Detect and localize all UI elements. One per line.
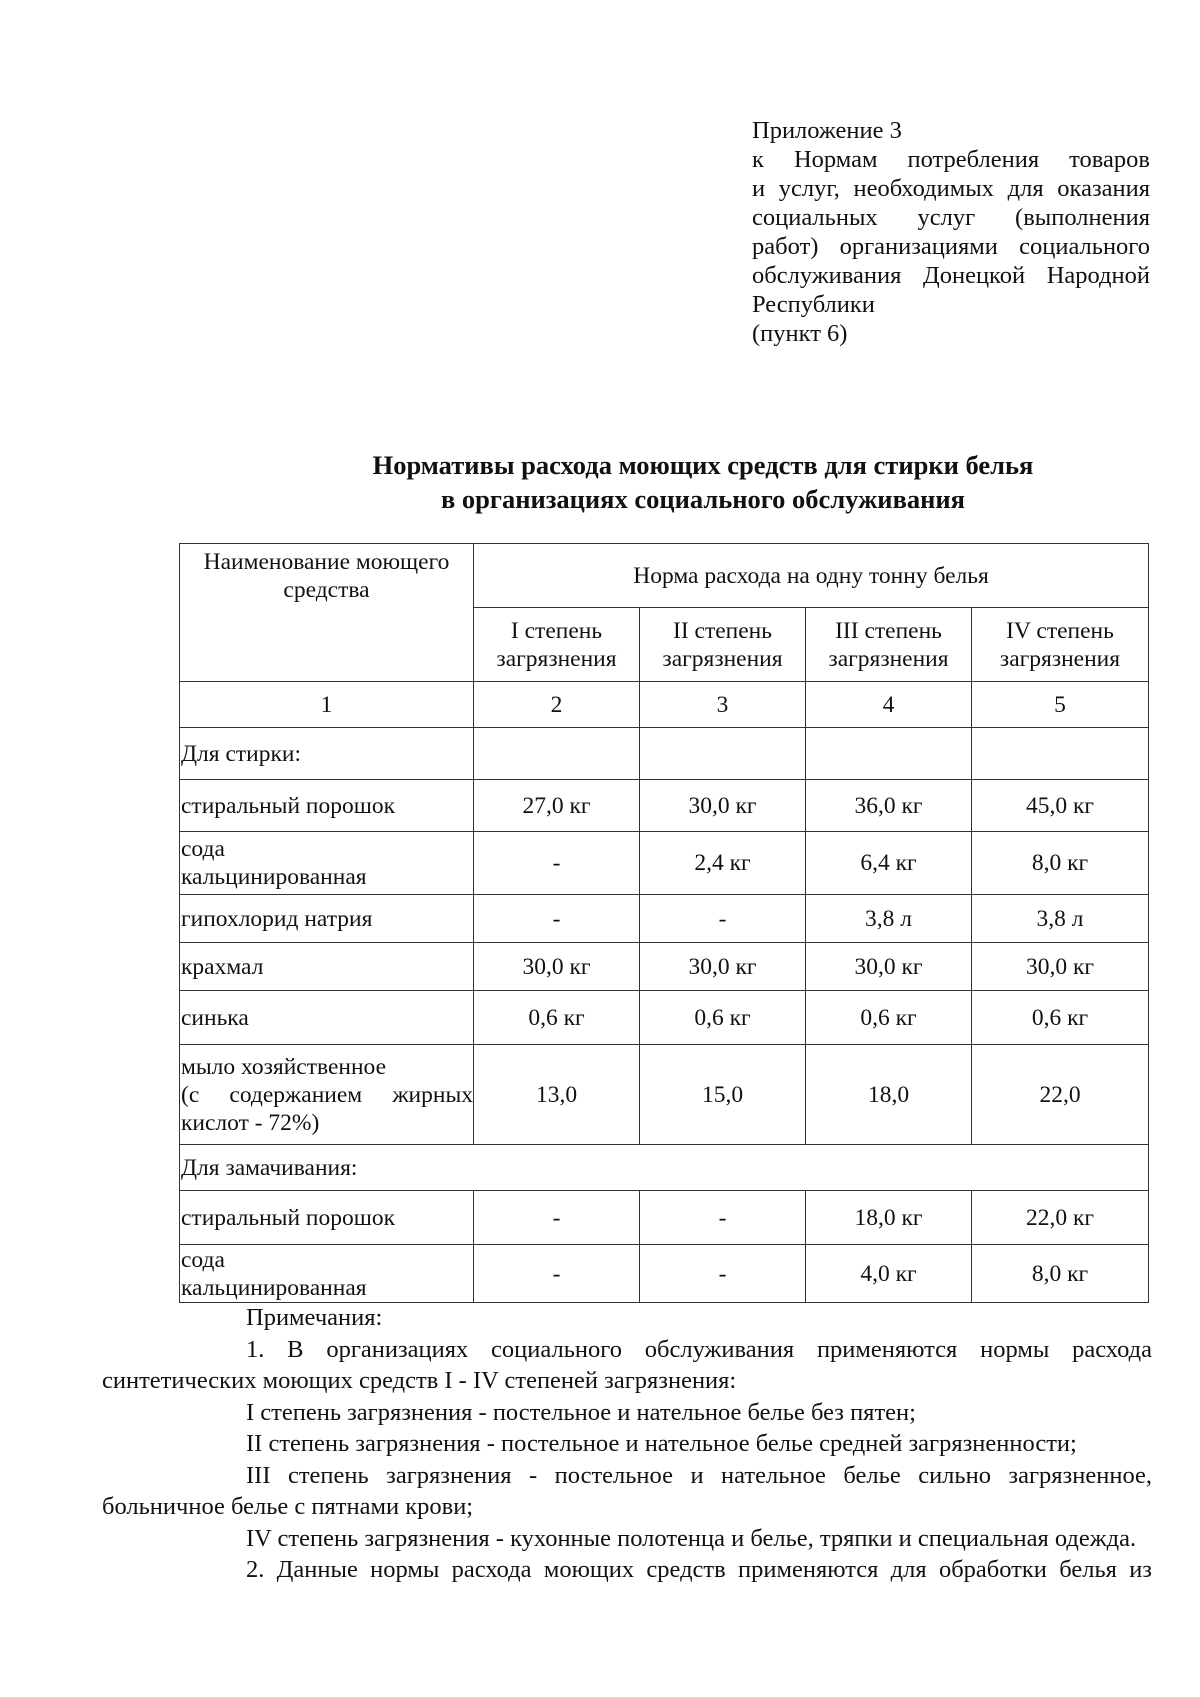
- header-norm-cell: [474, 544, 1149, 608]
- document-title: [178, 448, 1200, 516]
- row-value: 0,6 кг: [972, 991, 1149, 1045]
- row-value: 3,8 л: [972, 895, 1149, 943]
- appendix-line: работ) организациями социального: [752, 233, 1150, 260]
- note-1-line-2: синтетических моющих средств I - IV степеней загрязнения:: [102, 1367, 737, 1394]
- row-value: 18,0 кг: [806, 1191, 972, 1245]
- section-row-soaking: [180, 1145, 1149, 1191]
- table-header-row: [180, 544, 1149, 608]
- notes-heading: Примечания:: [246, 1304, 383, 1331]
- norms-table: [179, 543, 1149, 1303]
- header-name-cell: [180, 544, 474, 682]
- table-row: [180, 832, 1149, 895]
- note-2: [174, 1554, 1152, 1586]
- degree-description-4: IV степень загрязнения - кухонные полотенца и белье, тряпки и специальная одежда.: [246, 1524, 1137, 1552]
- appendix-point: (пункт 6): [752, 320, 848, 347]
- appendix-line: обслуживания Донецкой Народной: [752, 262, 1150, 289]
- row-name-line: (с содержанием жирных: [181, 1081, 473, 1108]
- degree-label: II степень: [673, 617, 772, 644]
- degree-cell: [972, 608, 1149, 682]
- degree-label: загрязнения: [828, 645, 949, 672]
- title-line-2: в организациях социального обслуживания: [440, 484, 966, 514]
- degree-description-3: [102, 1460, 1152, 1523]
- title-line-1: Нормативы расхода моющих средств для стирки белья: [372, 450, 1034, 480]
- row-value: 18,0: [806, 1045, 972, 1145]
- header-name: Наименование моющего средства: [203, 549, 450, 603]
- row-name: синька: [180, 991, 474, 1045]
- table-row: [180, 991, 1149, 1045]
- column-numbers-row: [180, 682, 1149, 728]
- row-name-line: кислот - 72%): [181, 1109, 320, 1136]
- row-value: 27,0 кг: [474, 780, 640, 832]
- note-2-line-1: 2. Данные нормы расхода моющих средств применяются для обработки белья из: [246, 1556, 1152, 1583]
- table-row: [180, 780, 1149, 832]
- row-name: крахмал: [180, 943, 474, 991]
- row-value: 8,0 кг: [972, 1245, 1149, 1303]
- appendix-line: социальных услуг (выполнения: [752, 204, 1150, 231]
- empty-cell: [972, 728, 1149, 780]
- row-value: -: [474, 895, 640, 943]
- appendix-header: [752, 116, 1150, 348]
- column-number: 5: [972, 682, 1149, 728]
- table-row: [180, 1245, 1149, 1303]
- row-value: 22,0 кг: [972, 1191, 1149, 1245]
- degree-label: загрязнения: [496, 645, 617, 672]
- section-label: Для замачивания:: [180, 1145, 1149, 1191]
- row-name-line: кальцинированная: [181, 1274, 367, 1301]
- row-name: [180, 832, 474, 895]
- row-name: [180, 1045, 474, 1145]
- row-value: 30,0 кг: [640, 943, 806, 991]
- row-value: -: [640, 1191, 806, 1245]
- row-value: 13,0: [474, 1045, 640, 1145]
- row-name: стиральный порошок: [180, 780, 474, 832]
- degree-cell: [474, 608, 640, 682]
- appendix-line: и услуг, необходимых для оказания: [752, 175, 1150, 202]
- note-1: [102, 1334, 1152, 1397]
- table-row: [180, 1045, 1149, 1145]
- row-value: 15,0: [640, 1045, 806, 1145]
- row-value: 0,6 кг: [640, 991, 806, 1045]
- degree-label: I степень: [510, 617, 603, 644]
- row-name: стиральный порошок: [180, 1191, 474, 1245]
- degree-label: загрязнения: [999, 645, 1121, 672]
- empty-cell: [640, 728, 806, 780]
- degree-label: III степень: [835, 617, 942, 644]
- row-name: [180, 1245, 474, 1303]
- row-value: 45,0 кг: [972, 780, 1149, 832]
- row-value: 0,6 кг: [806, 991, 972, 1045]
- row-value: 30,0 кг: [474, 943, 640, 991]
- table-row: [180, 895, 1149, 943]
- appendix-line: Республики: [752, 291, 875, 318]
- row-value: 36,0 кг: [806, 780, 972, 832]
- row-value: -: [474, 832, 640, 895]
- row-value: -: [640, 895, 806, 943]
- section-label: Для стирки:: [180, 728, 474, 780]
- degree-cell: [640, 608, 806, 682]
- row-value: 30,0 кг: [972, 943, 1149, 991]
- row-name: гипохлорид натрия: [180, 895, 474, 943]
- column-number: 1: [180, 682, 474, 728]
- row-value: 30,0 кг: [806, 943, 972, 991]
- degree-description-3-line-2: больничное белье с пятнами крови;: [102, 1493, 474, 1520]
- row-value: 2,4 кг: [640, 832, 806, 895]
- degree-label: IV степень: [1006, 617, 1114, 644]
- degree-label: загрязнения: [662, 645, 783, 672]
- row-value: 0,6 кг: [474, 991, 640, 1045]
- row-name-line: кальцинированная: [181, 864, 367, 890]
- row-value: 30,0 кг: [640, 780, 806, 832]
- column-number: 4: [806, 682, 972, 728]
- degree-description-1: I степень загрязнения - постельное и нательное белье без пятен;: [246, 1398, 916, 1426]
- notes-section: [102, 1302, 1152, 1586]
- degree-description-2: II степень загрязнения - постельное и нательное белье средней загрязненности;: [246, 1430, 1077, 1457]
- row-value: 22,0: [972, 1045, 1149, 1145]
- row-value: 4,0 кг: [806, 1245, 972, 1303]
- row-value: -: [474, 1191, 640, 1245]
- table-row: [180, 943, 1149, 991]
- row-value: -: [640, 1245, 806, 1303]
- note-1-line-1: 1. В организациях социального обслуживания применяются нормы расхода: [246, 1335, 1152, 1363]
- column-number: 3: [640, 682, 806, 728]
- row-name-line: мыло хозяйственное: [181, 1053, 386, 1080]
- appendix-number: Приложение 3: [752, 117, 902, 144]
- column-number: 2: [474, 682, 640, 728]
- empty-cell: [806, 728, 972, 780]
- degree-cell: [806, 608, 972, 682]
- row-name-line: сода: [181, 836, 225, 862]
- empty-cell: [474, 728, 640, 780]
- degree-description-3-line-1: III степень загрязнения - постельное и нательное белье сильно загрязненное,: [246, 1461, 1152, 1489]
- row-value: 8,0 кг: [972, 832, 1149, 895]
- section-row-washing: [180, 728, 1149, 780]
- row-value: 3,8 л: [806, 895, 972, 943]
- header-norm: Норма расхода на одну тонну белья: [633, 562, 989, 589]
- row-name-line: сода: [181, 1246, 225, 1273]
- table-row: [180, 1191, 1149, 1245]
- appendix-line: к Нормам потребления товаров: [752, 146, 1150, 173]
- row-value: -: [474, 1245, 640, 1303]
- row-value: 6,4 кг: [806, 832, 972, 895]
